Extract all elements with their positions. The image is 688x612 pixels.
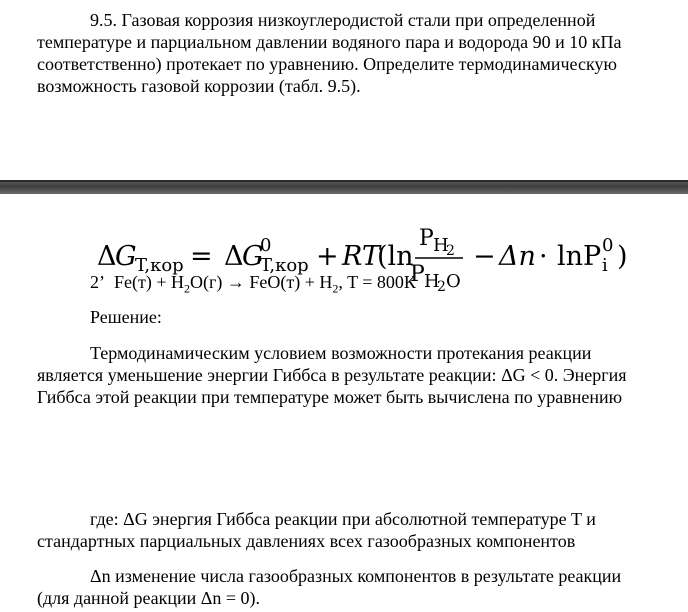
formula-minus: − [473, 241, 496, 272]
solution-line: Термодинамическим условием возможности протекания реакции [90, 343, 592, 363]
reaction-part: Fe(т) + H [114, 272, 185, 292]
formula-g: G [115, 241, 137, 272]
problem-statement [37, 9, 657, 97]
formula-plus: + [316, 241, 339, 272]
delta-n-line: (для данной реакции Δn = 0). [37, 588, 261, 608]
problem-line: возможность газовой коррозии (табл. 9.5). [37, 76, 361, 96]
formula-g-2: G [242, 241, 264, 272]
delta-n-line: Δn изменение числа газообразных компонентов в результате реакции [90, 566, 622, 586]
formula-delta-n: Δn [499, 241, 536, 272]
solution-heading-text: Решение: [90, 307, 162, 327]
formula-den-sub-2: 2 [437, 279, 446, 295]
delta-n-paragraph [37, 565, 657, 609]
formula-num-sub-h: H [433, 235, 449, 256]
formula-svg [97, 221, 637, 297]
formula-equals: = [190, 241, 213, 272]
solution-heading [90, 306, 688, 328]
where-line: где: ΔG энергия Гиббса реакции при абсолютной температуре T и [90, 509, 596, 529]
formula-open-ln: (ln [377, 241, 414, 272]
formula-num-p: P [419, 226, 434, 251]
formula-sup-zero: 0 [260, 235, 272, 256]
solution-line: является уменьшение энергии Гиббса в результате реакции: ΔG < 0. Энергия [37, 365, 627, 385]
where-line: стандартных парциальных давлениях всех газообразных компонентов [37, 531, 576, 551]
formula-den-p: P [410, 262, 425, 287]
reaction-part: , T = 800К [338, 272, 416, 292]
solution-line: Гиббса этой реакции при температуре может быть вычислена по уравнению [37, 387, 623, 407]
where-paragraph [37, 508, 657, 552]
reaction-subscript: 2 [184, 281, 191, 296]
reaction-number: 2’ [90, 272, 105, 292]
formula-delta: Δ [97, 241, 117, 272]
formula-sub-tkor-2: T,кор [260, 255, 309, 276]
problem-line: соответственно) протекает по уравнению. Определите термодинамическую [37, 54, 617, 74]
formula-den-sub-h: H [424, 271, 440, 292]
formula-delta-2: Δ [224, 241, 244, 272]
problem-line: температуре и парциальном давлении водяного пара и водорода 90 и 10 кПа [37, 32, 622, 52]
page-separator [0, 180, 688, 194]
reaction-subscript: 2 [332, 281, 339, 296]
formula-rt: RT [342, 241, 380, 272]
formula-num-sub-2: 2 [446, 243, 455, 259]
formula-dot: · [539, 241, 548, 272]
formula-sub-tkor: T,кор [135, 255, 184, 276]
formula-sub-i: i [602, 255, 608, 276]
gibbs-formula [97, 221, 637, 297]
formula-sup-zero-2: 0 [602, 235, 614, 256]
formula-ln-p: lnP [557, 241, 602, 272]
problem-line: 9.5. Газовая коррозия низкоуглеродистой стали при определенной [90, 10, 596, 30]
formula-close: ) [617, 241, 628, 272]
reaction-part: O(г) → FeO(т) + H [190, 272, 333, 292]
formula-den-sub-o: O [446, 271, 461, 292]
solution-paragraph [37, 342, 657, 408]
